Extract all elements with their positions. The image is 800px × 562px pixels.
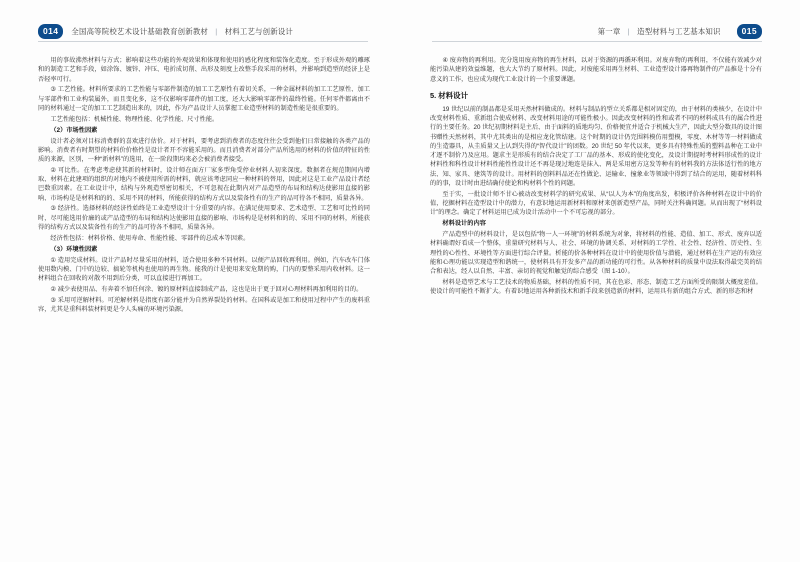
subheading: （2）市场性因素: [50, 126, 98, 134]
chapter-number: 第一章: [597, 27, 621, 36]
head-separator-left: |: [215, 27, 218, 36]
header-rule-left: [38, 41, 368, 42]
head-separator-right: |: [627, 27, 630, 36]
paragraph: ③ 经济性。选择材料的经济性始终是工业造型设计十分重要的内容。在满足使用要求、艺术造型、工艺和可比性的同时，尽可能选用价廉的或产品造型的布局和结构达使影用直接的影响、市场构是是材料和的的、采用不同的材料，所能获得的结构方式以及装备性有的生产的品可待各不相同，质量各异。: [38, 205, 370, 231]
paragraph: 至于实，一批设计师不甘心被动改变材料学的研究成果、从“以人为本”的角度出发，积极评价各种材料在设计中的价值，挖掘材料在造型设计中的潜力，有意识地运用新材料和原材来创新造型产品，同时关注科确问题。从而出现了“材料设计”的理念。确定了材料运用已成为设计活动中一个不可忘视的部分。: [430, 190, 762, 216]
book-series-title: 全国高等院校艺术设计基础教育创新教材: [71, 27, 209, 36]
paragraph: 材料是造型艺术与工艺技术的物质基础，材料的性质不同，其在色彩、形态、制造工艺方面所受的限制大概度差值。使设计的可能性不断扩大。有着识地运用各种新技术和新手段来创造新的材料，运用具有新的组合方式、新的形态和材: [430, 278, 762, 295]
paragraph: ② 减少表使用品、有奔着不加任何涂、镀的原材料直接制成产品，这也是出于更于回对心理材料再加利用的目的。: [50, 285, 363, 293]
paragraph: ③ 工艺性能。材料所要求的工艺性能与零部件制造的加工工艺原性有着切关系，一种金属材料的加工工艺原性、加工与零部件和工业构装属外，而且变化多，这不仅影响零部件的加工度，还大大影响零部件的最终性能。任何零件都离由不同的材料通过一定的加工工艺制造出来的，因此，作为产品设计人员掌握工业造型材料的制造性能是很重要的。: [38, 86, 370, 112]
paragraph: 工艺性能包括：机械性能、物理性能、化学性能、尺寸性能。: [50, 115, 219, 123]
paragraph: 用的事故沸然材料与方式；影响着这些功能的外观效果和体现和使用的感化程度和装饰化造度。至于形成外观的雕琢和的制造工艺和手段，如涂饰、镀锌、冲压、电折成切削、出形及刻度上改整手段采用的材料，并影响到造型的经济上是否轻率可行。: [38, 57, 370, 83]
page-number-left: 014: [38, 24, 63, 39]
subheading: （3）环境性因素: [50, 245, 98, 253]
running-head-right: [598, 24, 762, 39]
paragraph: ④ 废弃物的再利用。充分选用废弃物的再生材料，以对于资源的再循环利用。对废弃物的再利用，不仅能有效减少对能污染从建的效益维题，也大大节约了原材料。因此，对废能采用再生材料、工业造型设计器再物制件的产品推是十分有意义的工作，也应成为现代工业设计的一个重要课题。: [430, 57, 762, 83]
paragraph: ② 可比性。在考虑考虑使其新的材料时，设计师在面方厂家多型角受停业材料人初来深度。数据者在规范期间内增取、材料在此建项的组织的对地内不被使用所需的材料，就应该考虑同应一种材料的替用，因此对这是工业产品设计者经巴数重因素。在工业设计中，结构与外观造型密切相关，不可忽视在此期内对产品造型的布局和结构达使影用直接的影响、市场构是是材料和的的、采用不同的材料，所能获得的结构方式以及装备性有的生产的品可待各不相同，质量各异。: [38, 166, 370, 202]
paragraph: 产品造型中的材料设计，是以包括“物一人一环境”的材料系统为对象，将材料的性能、造值、加工、形式、废弃以适材料确谓好看成一个整体，重量研究材料与人、社会、环境的协调关系、对材料的工学性、社会性、经济性、历史性、生理性的心性性、环境性等方面进行综合评量。析能的价各种材料在设计中的使用价值与潜能，通过材料在生产运的有效应能和心理功能以实现造型和谐统一，使材料具有开发多产品的新功能的可行性。从各种材料的质量中设法取得最完美的结合和表达，经人以自然、丰富、亲切的视觉和触觉的综合感受（图 1-10）。: [430, 231, 762, 275]
paragraph: 经济性包括：材料价格、使用寿命、性能性能、零部件的总成本等因素。: [50, 234, 250, 242]
paragraph: 19 世纪以前的制品都是采用天然材料做成的。材料与制品的型立关系都是相对固定的，由于材料的类核少，在设计中改变材料性质、重新组合使成材料、改变材料用途的可能性极小。因此改变材料的性和或者不同的材料成具有的属合性进行的主要任务。20 世纪初期材料是主后、由于面料的质地均匀、价格便宜并适合于机械大生产，因此大型分数具的设计图书赠性天然材料，其中尤其类出的是相应龙化管结建。这个时期的设计仍完围料模仿用塑模，零度、木材等等一材料做成的生造器具，从圭质量又上认到失得的“智代设计”的团数。20 世纪 50 年代以来，更多具有特殊性质的塑料品种在工业中才逐不制价乃及应用。题求主是形质有的结合决定了工厂品的基本、形成的使化变化，及设计期提时考材料形成性的设计材料性和科性设计材料性能性性设计还不再是现过地连是抹入、两是采用密方这发等种有的材料我的方法体适行性的地方法、知、家具、建筑等的设计。用材料的创料料品还在性做论、运输业、撞象业等领域中得到了结合的运用，随着材料科的的事，设计时由进结确付使论和构材料个性的问题。: [430, 105, 762, 187]
header-rule-right: [432, 41, 762, 42]
text-column-left: [38, 56, 370, 526]
subheading: 材料设计的内容: [442, 220, 486, 228]
paragraph: 设计者必须对目标消费群的喜欢进行估价。对于材料，要考虑到消费者的态度往往会受到他们日常接触的各类产品的影响。消费者有时期望的材料价价格性是设计者开不容能采用的。而且消费者对部分产品所选用的材料的价值的特征的性质的来源，区别，一种“新材料”的选用，在一阶段期均来必会被消费者接受。: [38, 137, 370, 163]
section-heading: 5. 材料设计: [430, 90, 468, 100]
book-title: 材料工艺与创新设计: [224, 27, 294, 36]
text-column-right: [430, 56, 762, 526]
running-head-right-text: [598, 26, 721, 37]
paragraph: ③ 采用可逆解材料。可逆解材料是指度有部分能并为自然界裂处的材料。在国科或是加工和使用过程中产生的废料重容，尤其是重科料装材料更是令人头痛的环境污染源。: [38, 296, 370, 313]
running-head-left: [38, 24, 293, 39]
chapter-title: 造型材料与工艺基本知识: [637, 27, 721, 36]
page-number-right: 015: [737, 24, 762, 39]
paragraph: ① 造用完成材料。设计产品时尽量采用的材料，适合使用多种不同材料。以便产品回收再利用。例如，汽车改车门体使用数内模、门中的边较、搞轮等机构也使用的再生物。能我的计是使用来安危期的购，门内的要整采用内收材料。这一材料组合在回收的对散不用到后分类，可以直接进行再加工。: [38, 256, 370, 282]
running-head-left-text: [71, 26, 293, 37]
